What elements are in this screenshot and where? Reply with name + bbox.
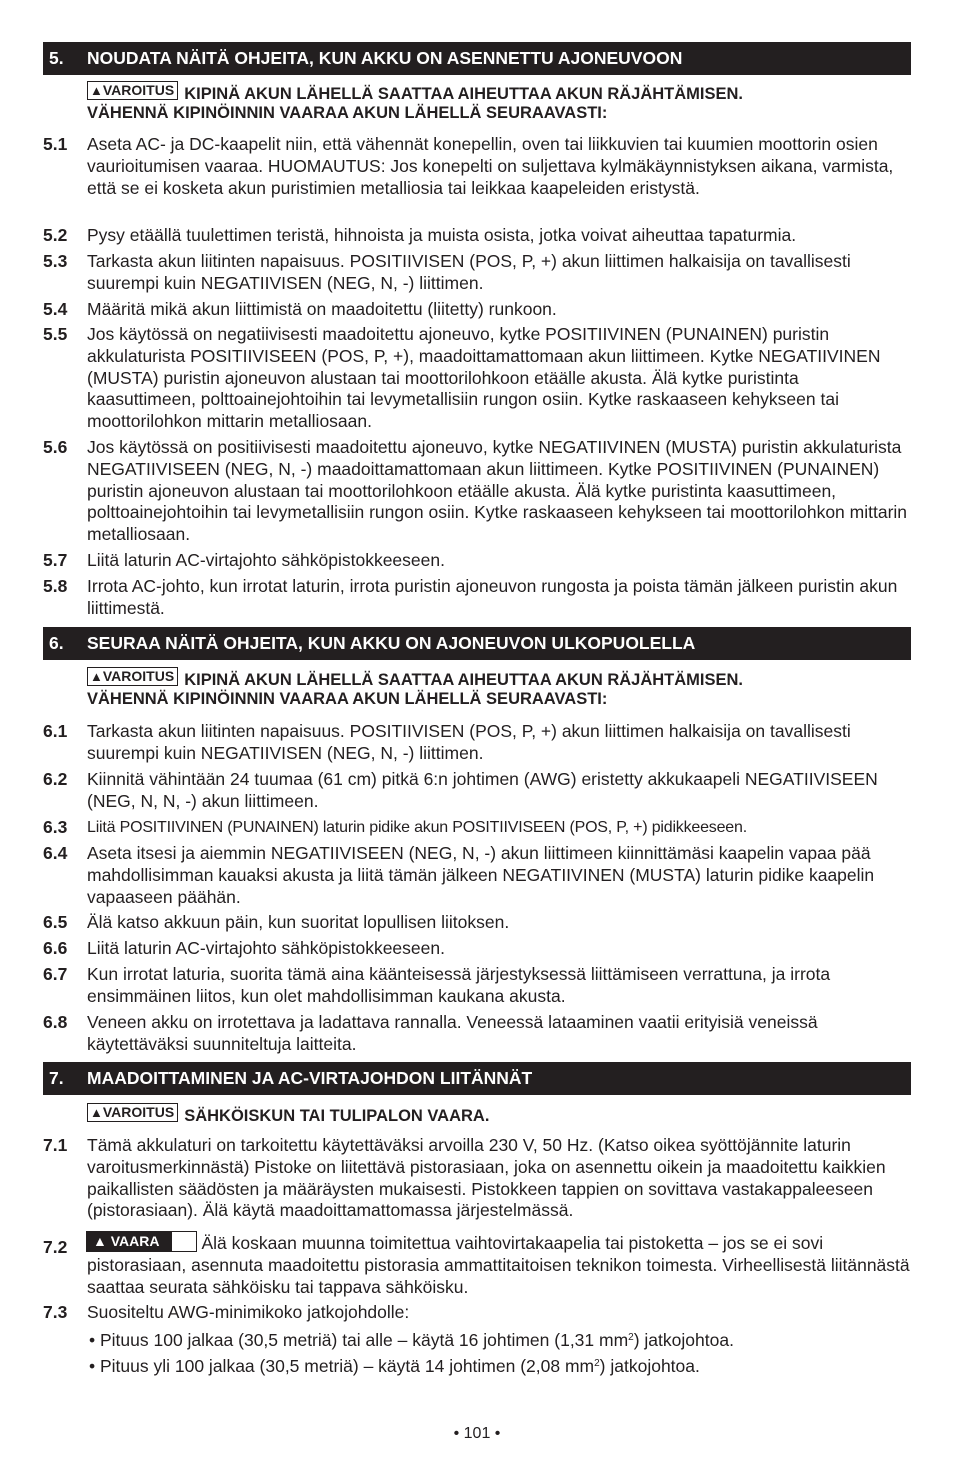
item-number: 6.3 — [43, 817, 68, 837]
list-item — [43, 964, 911, 1008]
warning-triangle-icon: ▲ — [90, 83, 103, 98]
list-item — [43, 437, 911, 546]
item-text: Liitä laturin AC-virtajohto sähköpistokkeeseen. — [87, 938, 445, 958]
warning-badge — [87, 1103, 178, 1122]
item-number: 7.3 — [43, 1302, 68, 1322]
item-number: 6.2 — [43, 769, 68, 789]
item-number: 6.5 — [43, 912, 68, 932]
danger-triangle-icon: ▲ — [93, 1233, 107, 1249]
item-text: Veneen akku on irrotettava ja ladattava rannalla. Veneessä lataaminen vaatii erityisiä veneissä käytettäväksi suunniteltuja laitteita. — [87, 1012, 818, 1054]
item-number: 6.6 — [43, 938, 68, 958]
bullet-text-end: ) jatkojohtoa. — [633, 1330, 734, 1350]
warning-line-1: KIPINÄ AKUN LÄHELLÄ SAATTAA AIHEUTTAA AKUN RÄJÄHTÄMISEN. — [184, 671, 744, 689]
warning-badge — [87, 667, 178, 686]
item-number: 5.4 — [43, 299, 68, 319]
list-item — [43, 134, 911, 199]
warning-line-2: VÄHENNÄ KIPINÖINNIN VAARAA AKUN LÄHELLÄ SEURAAVASTI: — [87, 104, 608, 122]
item-number: 6.7 — [43, 964, 68, 984]
item-text: Kun irrotat laturia, suorita tämä aina käänteisessä järjestyksessä liittämiseen verrattuna, ja irrota ensimmäinen liitos, kun olet mahdollisimman kaukana akusta. — [87, 964, 831, 1006]
list-item — [43, 817, 911, 839]
item-text: Pysy etäällä tuulettimen teristä, hihnoista ja muista osista, jotka voivat aiheuttaa tapaturmia. — [87, 225, 797, 245]
item-text: Tarkasta akun liitinten napaisuus. POSITIIVISEN (POS, P, +) akun liittimen halkaisija on tavallisesti suurempi kuin NEGATIIVISEN (NEG, N, -) liittimen. — [87, 721, 851, 763]
section-7-title: MAADOITTAMINEN JA AC-VIRTAJOHDON LIITÄNNÄT — [87, 1068, 533, 1088]
list-item — [43, 225, 911, 247]
list-item — [43, 324, 911, 433]
warning-badge-label: VAROITUS — [102, 668, 175, 684]
item-text: Älä katso akkuun päin, kun suoritat lopullisen liitoksen. — [87, 912, 510, 932]
list-item — [43, 1135, 911, 1222]
item-text: Jos käytössä on negatiivisesti maadoitettu ajoneuvo, kytke POSITIIVINEN (PUNAINEN) puristin akkulaturista POSITIIVISEEN (POS, P, +), maadoittamattomaan akun liittimeen. Kytke NEGATIIVINEN (MUSTA) puristin ajoneuvon alustaan tai moottorilohkoon etäälle akusta. Älä kytke puristinta kaasuttimeen, polttoainejohtoihin tai levymetallisiin rungon osiin. Kytke raskaaseen kehykseen tai moottorilohkon mittarin metalliosaan. — [87, 324, 881, 432]
section-5-header — [43, 42, 911, 75]
item-number: 5.5 — [43, 324, 68, 344]
list-item — [43, 938, 911, 960]
item-text: Jos käytössä on positiivisesti maadoitettu ajoneuvo, kytke NEGATIIVINEN (MUSTA) puristin akkulaturista NEGATIIVISEEN (NEG, N, -) maadoittamattomaan akun liittimeen. Kytke POSITIIVINEN (PUNAINEN) puristin ajoneuvon alustaan tai moottorilohkoon etäälle akusta. Älä kytke puristinta kaasuttimeen, polttoainejohtoihin tai levymetallisiin rungon osiin. Kytke raskaaseen kehykseen tai moottorilohkon mittarin metalliosaan. — [87, 437, 908, 545]
list-item — [43, 299, 911, 321]
section-7-number: 7. — [49, 1068, 64, 1088]
list-item — [43, 576, 911, 620]
list-item — [43, 721, 911, 765]
section-5-warning — [87, 82, 907, 123]
item-text: Määritä mikä akun liittimistä on maadoitettu (liitetty) runkoon. — [87, 299, 557, 319]
item-text: Kiinnitä vähintään 24 tuumaa (61 cm) pitkä 6:n johtimen (AWG) eristetty akkukaapeli NEGATIIVISEEN (NEG, N, N, -) akun liittimeen. — [87, 769, 878, 811]
bullet-item — [89, 1329, 909, 1351]
warning-line-2: VÄHENNÄ KIPINÖINNIN VAARAA AKUN LÄHELLÄ SEURAAVASTI: — [87, 690, 608, 708]
item-text: Liitä POSITIIVINEN (PUNAINEN) laturin pidike akun POSITIIVISEEN (POS, P, +) pidikkeeseen. — [87, 819, 747, 836]
warning-badge-label: VAROITUS — [102, 1104, 175, 1120]
item-number: 5.3 — [43, 251, 68, 271]
bullet-item — [89, 1355, 909, 1377]
warning-line-1: KIPINÄ AKUN LÄHELLÄ SAATTAA AIHEUTTAA AKUN RÄJÄHTÄMISEN. — [184, 85, 744, 103]
item-number: 6.8 — [43, 1012, 68, 1032]
list-item — [43, 843, 911, 908]
item-text: Aseta itsesi ja aiemmin NEGATIIVISEEN (NEG, N, -) akun liittimeen kiinnittämäsi kaapelin vapaa pää mahdollisimman kauaksi akusta ja liitä tämän jälkeen NEGATIIVINEN (MUSTA) laturin pidike kaapelin vapaaseen päähän. — [87, 843, 875, 907]
item-text-container — [87, 1233, 911, 1298]
list-item — [43, 1233, 911, 1298]
section-6-number: 6. — [49, 633, 64, 653]
item-text: Älä koskaan muunna toimitettua vaihtovirtakaapelia tai pistoketta – jos se ei sovi pistorasiaan, asennuta maadoitettu pistorasia ammattitaitoisen teknikon toimesta. Virheellisestä liitännästä saattaa seurata sähköisku tai tappava sähköisku. — [87, 1233, 910, 1297]
bullet-text: • Pituus 100 jalkaa (30,5 metriä) tai alle – käytä 16 johtimen (1,31 mm — [89, 1330, 629, 1350]
warning-badge — [87, 81, 178, 100]
list-item — [43, 1012, 911, 1056]
warning-badge-label: VAROITUS — [102, 82, 175, 98]
section-7-header — [43, 1062, 911, 1095]
item-number: 7.2 — [43, 1237, 68, 1257]
page-number: • 101 • — [453, 1425, 501, 1442]
item-number: 6.4 — [43, 843, 68, 863]
superscript: 2 — [628, 1332, 634, 1343]
item-number: 5.1 — [43, 134, 68, 154]
item-number: 5.8 — [43, 576, 68, 596]
section-6-title: SEURAA NÄITÄ OHJEITA, KUN AKKU ON AJONEUVON ULKOPUOLELLA — [87, 633, 696, 653]
warning-triangle-icon: ▲ — [90, 1105, 103, 1120]
warning-line-1: SÄHKÖISKUN TAI TULIPALON VAARA. — [184, 1107, 490, 1125]
section-6-header — [43, 627, 911, 660]
list-item — [43, 251, 911, 295]
section-5-number: 5. — [49, 48, 64, 68]
item-number: 6.1 — [43, 721, 68, 741]
item-text: Liitä laturin AC-virtajohto sähköpistokkeeseen. — [87, 550, 445, 570]
bullet-text: • Pituus yli 100 jalkaa (30,5 metriä) – käytä 14 johtimen (2,08 mm — [89, 1356, 595, 1376]
list-item — [43, 1302, 911, 1324]
item-number: 5.7 — [43, 550, 68, 570]
section-7-warning — [87, 1104, 907, 1126]
section-5-title: NOUDATA NÄITÄ OHJEITA, KUN AKKU ON ASENNETTU AJONEUVOON — [87, 48, 683, 68]
item-text: Tarkasta akun liitinten napaisuus. POSITIIVISEN (POS, P, +) akun liittimen halkaisija on tavallisesti suurempi kuin NEGATIIVISEN (NEG, N, -) liittimen. — [87, 251, 851, 293]
item-text: Tämä akkulaturi on tarkoitettu käytettäväksi arvoilla 230 V, 50 Hz. (Katso oikea syöttöjännite laturin varoitusmerkinnästä) Pistoke on liitettävä pistorasiaan, joka on asennettu oikein ja maadoitettu kaikkien paikallisten säädösten ja määräysten mukaisesti. Pistokkeen tappien on sovittava vastakappaleeseen (pistorasiaan). Älä käytä maadoittamattomassa järjestelmässä. — [87, 1135, 886, 1221]
list-item — [43, 769, 911, 813]
danger-badge-label: VAARA — [110, 1233, 160, 1249]
item-number: 5.6 — [43, 437, 68, 457]
item-text: Aseta AC- ja DC-kaapelit niin, että vähennät konepellin, oven tai liikkuvien tai kuumien moottorin osien vaurioitumisen vaaraa. HUOMAUTUS: Jos konepelti on suljettava kylmäkäynnistyksen aikana, varmista, että se ei kosketa akun puristimien metalliosia tai leikkaa kaapeleiden eristystä. — [87, 134, 894, 198]
item-number: 7.1 — [43, 1135, 68, 1155]
bullet-text-end: ) jatkojohtoa. — [599, 1356, 700, 1376]
section-6-warning — [87, 668, 907, 709]
list-item — [43, 550, 911, 572]
warning-triangle-icon: ▲ — [90, 669, 103, 684]
item-number: 5.2 — [43, 225, 68, 245]
danger-badge — [87, 1232, 196, 1251]
superscript: 2 — [594, 1358, 600, 1369]
list-item — [43, 912, 911, 934]
item-text: Irrota AC-johto, kun irrotat laturin, irrota puristin ajoneuvon rungosta ja poista tämän jälkeen puristin akun liittimestä. — [87, 576, 898, 618]
item-text: Suositeltu AWG-minimikoko jatkojohdolle: — [87, 1302, 410, 1322]
